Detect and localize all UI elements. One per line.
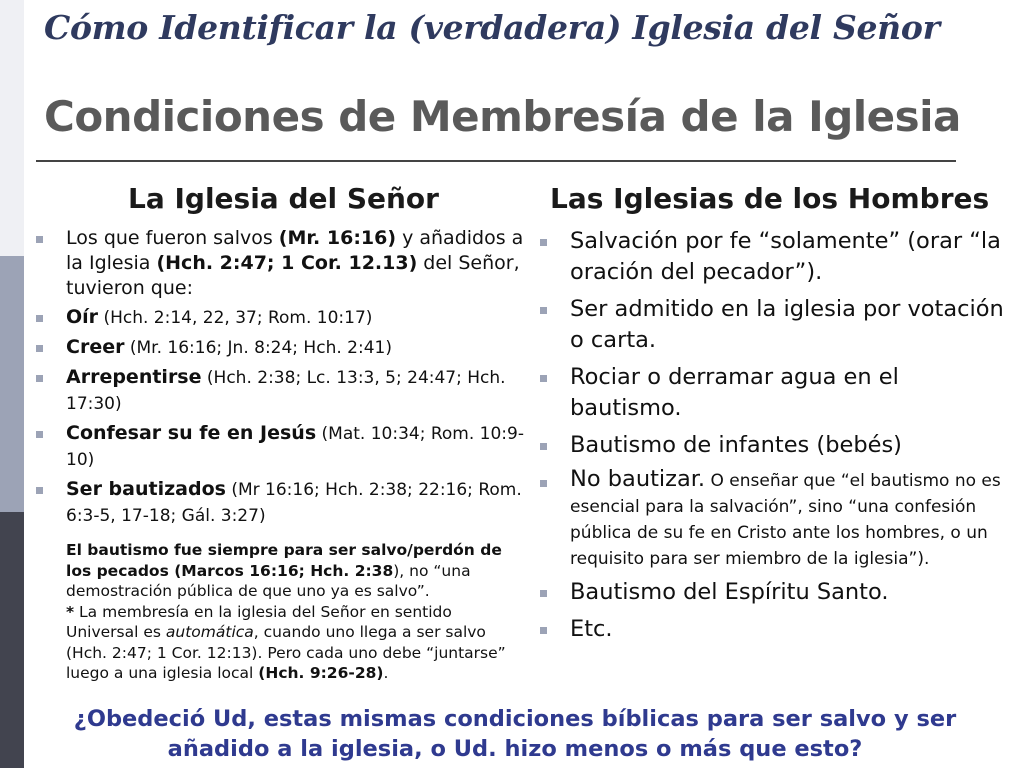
- list-item: Rociar o derramar agua en el bautismo.: [538, 362, 1008, 424]
- list-item: Bautismo del Espíritu Santo.: [538, 577, 1008, 608]
- list-item: Ser bautizados (Mr 16:16; Hch. 2:38; 22:16; Rom. 6:3-5, 17-18; Gál. 3:27): [34, 477, 530, 529]
- list-item: No bautizar. O enseñar que “el bautismo no es esencial para la salvación”, sino “una confesión pública de su fe en Cristo ante los hombres, o un requisito para ser miembro de la iglesia”).: [538, 467, 1008, 571]
- square-bullet-icon: [36, 345, 43, 352]
- list-item: Salvación por fe “solamente” (orar “la oración del pecador”).: [538, 226, 1008, 288]
- list-item: Etc.: [538, 614, 1008, 645]
- side-band-top: [0, 0, 24, 256]
- left-column-heading: La Iglesia del Señor: [128, 182, 439, 215]
- list-item: Creer (Mr. 16:16; Jn. 8:24; Hch. 2:41): [34, 335, 530, 361]
- list-item: Ser admitido en la iglesia por votación o carta.: [538, 294, 1008, 356]
- closing-question: ¿Obedeció Ud, estas mismas condiciones bíblicas para ser salvo y ser añadido a la iglesia, o Ud. hizo menos o más que esto?: [73, 706, 957, 762]
- baptism-note: El bautismo fue siempre para ser salvo/perdón de los pecados (Marcos 16:16; Hch. 2:38), no “una demostración pública de que uno ya es salvo”. * La membresía en la iglesia del Señor en sentido Universal es automática, cuando uno llega a ser salvo (Hch. 2:47; 1 Cor. 12:13). Pero cada uno debe “juntarse” luego a una iglesia local (Hch. 9:26-28).: [66, 541, 506, 682]
- list-item: Oír (Hch. 2:14, 22, 37; Rom. 10:17): [34, 305, 530, 331]
- left-bullet-list: [34, 226, 530, 533]
- square-bullet-icon: [36, 487, 43, 494]
- list-item: Bautismo de infantes (bebés): [538, 430, 1008, 461]
- list-item: Los que fueron salvos (Mr. 16:16) y añadidos a la Iglesia (Hch. 2:47; 1 Cor. 12.13) del Señor, tuvieron que:: [34, 226, 530, 301]
- square-bullet-icon: [36, 375, 43, 382]
- square-bullet-icon: [540, 239, 547, 246]
- square-bullet-icon: [540, 443, 547, 450]
- title-divider: [36, 160, 956, 162]
- square-bullet-icon: [540, 375, 547, 382]
- square-bullet-icon: [540, 627, 547, 634]
- right-bullet-list: [538, 226, 1008, 651]
- slide-main-title: Condiciones de Membresía de la Iglesia: [44, 92, 961, 141]
- square-bullet-icon: [540, 480, 547, 487]
- right-column-heading: Las Iglesias de los Hombres: [550, 182, 990, 215]
- square-bullet-icon: [36, 431, 43, 438]
- side-band-bottom: [0, 512, 24, 768]
- list-item: Arrepentirse (Hch. 2:38; Lc. 13:3, 5; 24:47; Hch. 17:30): [34, 365, 530, 417]
- slide-top-title: Cómo Identificar la (verdadera) Iglesia del Señor: [44, 8, 940, 47]
- square-bullet-icon: [540, 590, 547, 597]
- square-bullet-icon: [36, 236, 43, 243]
- square-bullet-icon: [36, 315, 43, 322]
- square-bullet-icon: [540, 307, 547, 314]
- side-band-middle: [0, 256, 24, 512]
- list-item: Confesar su fe en Jesús (Mat. 10:34; Rom. 10:9-10): [34, 421, 530, 473]
